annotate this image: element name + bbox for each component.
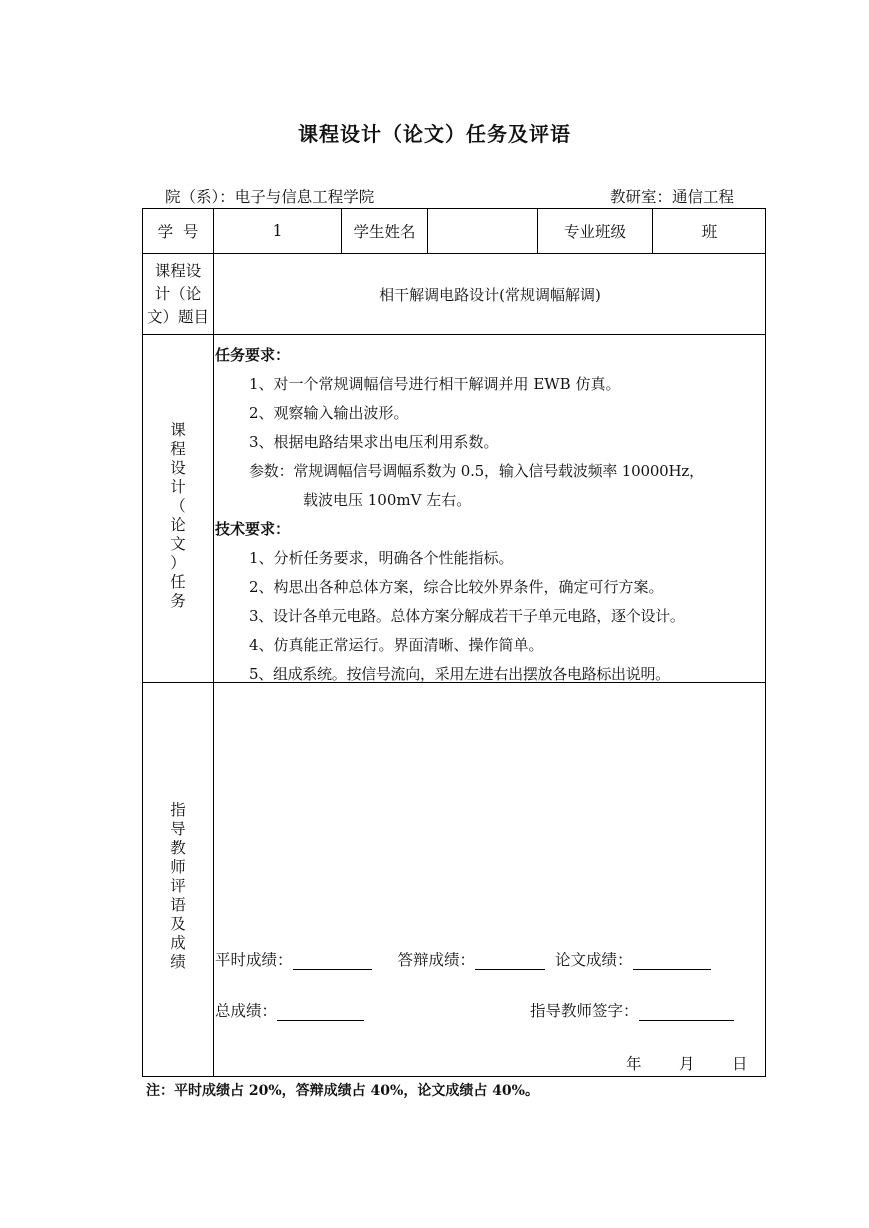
class-value[interactable]: 班 [701,223,718,241]
technical-requirement-item: 5、组成系统。按信号流向，采用左进右出摆放各电路标出说明。 [249,665,670,683]
evaluation-label-char: 师 [170,858,186,876]
task-label-char: 课 [170,421,186,439]
technical-requirement-item: 4、仿真能正常运行。界面清晰、操作简单。 [249,636,544,654]
page-title: 课程设计（论文）任务及评语 [298,122,571,146]
task-label [143,421,213,611]
task-label-char: 论 [170,516,186,534]
evaluation-label-char: 教 [170,839,186,857]
task-label-char: ） [170,554,186,572]
department-label: 院（系）：电子与信息工程学院 [165,188,375,206]
score-row [215,948,711,970]
total-score-label: 总成绩： [215,1002,278,1020]
footnote: 注：平时成绩占 20%，答辩成绩占 40%，论文成绩占 40%。 [146,1083,539,1099]
task-requirement-item: 1、对一个常规调幅信号进行相干解调并用 EWB 仿真。 [249,375,621,393]
regular-score-label: 平时成绩： [215,951,293,969]
task-parameter-continuation: 载波电压 100mV 左右。 [303,491,472,509]
task-requirement-item: 3、根据电路结果求出电压利用系数。 [249,433,499,451]
evaluation-label-char: 绩 [170,953,186,971]
regular-score-field[interactable] [293,953,372,970]
class-label: 专业班级 [563,223,626,241]
signature-row [530,999,734,1021]
evaluation-label [143,801,213,972]
topic-label-line: 文）题目 [146,308,209,326]
paper-score-field[interactable] [633,953,711,970]
task-parameter-item: 参数：常规调幅信号调幅系数为 0.5，输入信号载波频率 10000Hz， [249,462,704,480]
task-label-char: 设 [170,459,186,477]
student-id-label: 学 号 [157,223,199,241]
date-day: 日 [732,1055,748,1073]
topic-label-line: 课程设 [154,262,202,280]
defense-score-field[interactable] [475,953,545,970]
task-label-char: 任 [170,573,186,591]
row-divider [143,334,766,335]
evaluation-label-char: 指 [170,801,186,819]
topic-label-line: 计（论 [154,285,202,303]
signature-label: 指导教师签字： [530,1002,639,1020]
column-divider [213,209,214,1077]
task-requirement-item: 2、观察输入输出波形。 [249,404,409,422]
student-name-value[interactable] [428,209,537,253]
office-label: 教研室：通信工程 [610,188,735,206]
student-name-label: 学生姓名 [353,223,416,241]
evaluation-label-char: 语 [170,896,186,914]
technical-requirements-heading: 技术要求： [215,520,291,538]
total-score-field[interactable] [277,1004,364,1021]
technical-requirement-item: 1、分析任务要求，明确各个性能指标。 [249,549,514,567]
task-content [215,341,763,689]
defense-score-label: 答辩成绩： [397,951,476,969]
task-label-char: 计 [170,478,186,496]
task-label-char: （ [170,497,186,515]
task-label-char: 务 [170,592,186,610]
evaluation-label-char: 评 [170,877,186,895]
task-label-char: 文 [170,535,186,553]
student-id-value[interactable]: 1 [272,222,283,240]
signature-field[interactable] [639,1004,734,1021]
date-month: 月 [679,1055,695,1073]
total-row [215,999,364,1021]
evaluation-label-char: 导 [170,820,186,838]
technical-requirement-item: 2、构思出各种总体方案，综合比较外界条件，确定可行方案。 [249,578,664,596]
task-requirements-heading: 任务要求： [215,346,291,364]
topic-value: 相干解调电路设计(常规调幅解调) [379,285,601,304]
paper-score-label: 论文成绩： [555,951,633,969]
topic-label [143,260,213,329]
evaluation-label-char: 成 [170,934,186,952]
evaluation-label-char: 及 [170,915,186,933]
date-year: 年 [626,1055,642,1073]
technical-requirement-item: 3、设计各单元电路。总体方案分解成若干子单元电路，逐个设计。 [249,607,685,625]
task-label-char: 程 [170,440,186,458]
